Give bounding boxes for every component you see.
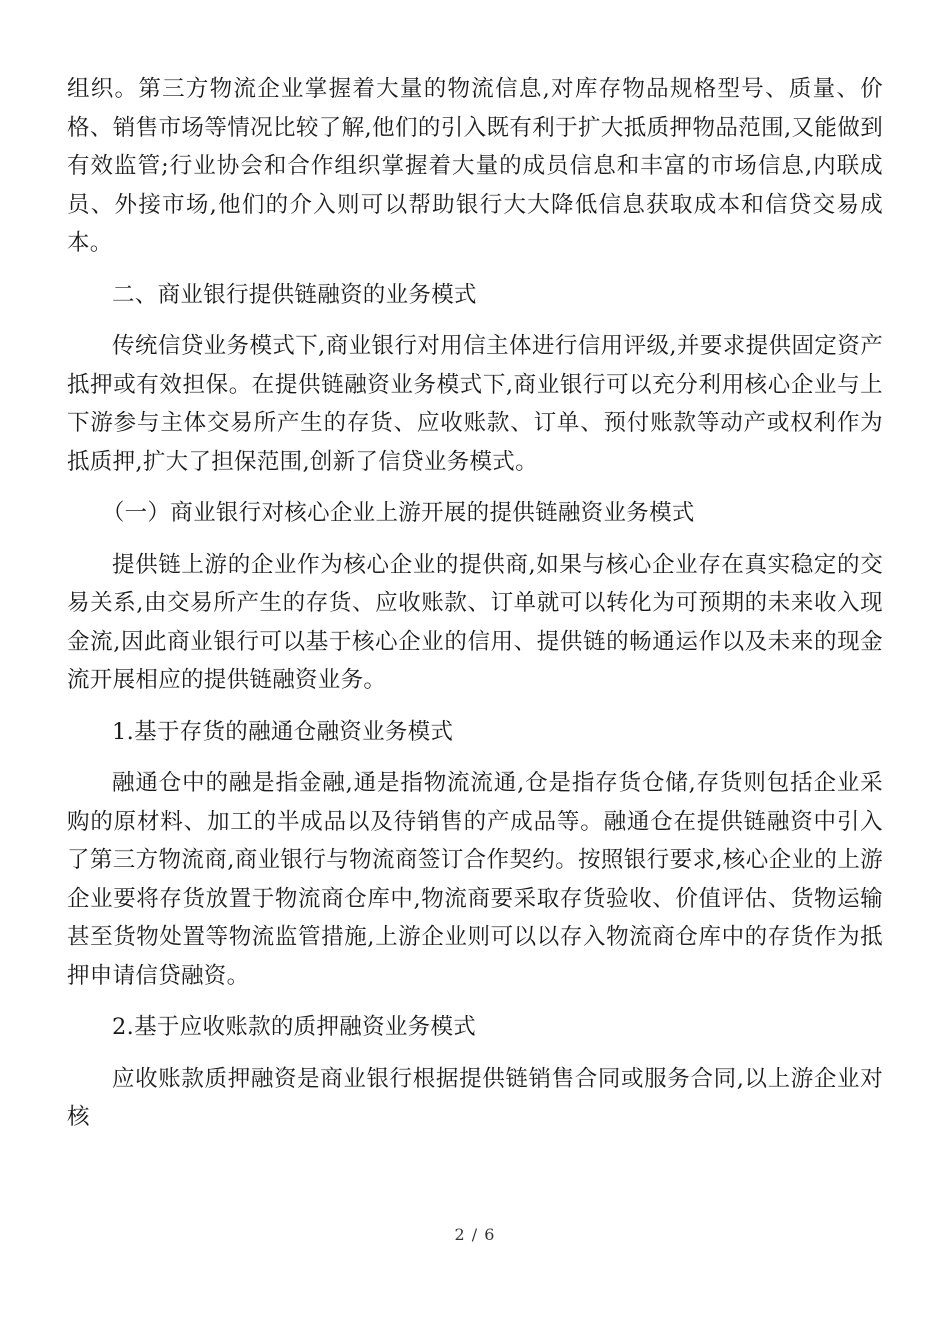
subsection-heading: （一）商业银行对核心企业上游开展的提供链融资业务模式 — [101, 500, 695, 526]
paragraph: 应收账款质押融资是商业银行根据提供链销售合同或服务合同,以上游企业对核 — [67, 1065, 883, 1130]
paragraph-continuation: 组织。第三方物流企业掌握着大量的物流信息,对库存物品规格型号、质量、价格、销售市场等情况比较了解,他们的引入既有利于扩大抵质押物品范围,又能做到有效监管;行业协会和合作组织掌握着大量的成员信息和丰富的市场信息,内联成员、外接市场,他们的介入则可以帮助银行大大降低信息获取成本和信贷交易成本。 — [67, 76, 883, 256]
paragraph: 传统信贷业务模式下,商业银行对用信主体进行信用评级,并要求提供固定资产抵押或有效担保。在提供链融资业务模式下,商业银行可以充分利用核心企业与上下游参与主体交易所产生的存货、应收账款、订单、预付账款等动产或权利作为抵质押,扩大了担保范围,创新了信贷业务模式。 — [67, 333, 883, 475]
paragraph: 提供链上游的企业作为核心企业的提供商,如果与核心企业存在真实稳定的交易关系,由交易所产生的存货、应收账款、订单就可以转化为可预期的未来收入现金流,因此商业银行可以基于核心企业的信用、提供链的畅通运作以及未来的现金流开展相应的提供链融资业务。 — [67, 551, 883, 693]
paragraph: 融通仓中的融是指金融,通是指物流流通,仓是指存货仓储,存货则包括企业采购的原材料、加工的半成品以及待销售的产成品等。融通仓在提供链融资中引入了第三方物流商,商业银行与物流商签订合作契约。按照银行要求,核心企业的上游企业要将存货放置于物流商仓库中,物流商要采取存货验收、价值评估、货物运输甚至货物处置等物流监管措施,上游企业则可以以存入物流商仓库中的存货作为抵押申请信贷融资。 — [67, 770, 883, 989]
item-heading-1: 1.基于存货的融通仓融资业务模式 — [112, 718, 454, 745]
page-number: 2 / 6 — [454, 1225, 496, 1244]
section-heading: 二、商业银行提供链融资的业务模式 — [112, 281, 477, 308]
item-heading-2: 2.基于应收账款的质押融资业务模式 — [112, 1014, 477, 1040]
document-body — [67, 70, 883, 1150]
